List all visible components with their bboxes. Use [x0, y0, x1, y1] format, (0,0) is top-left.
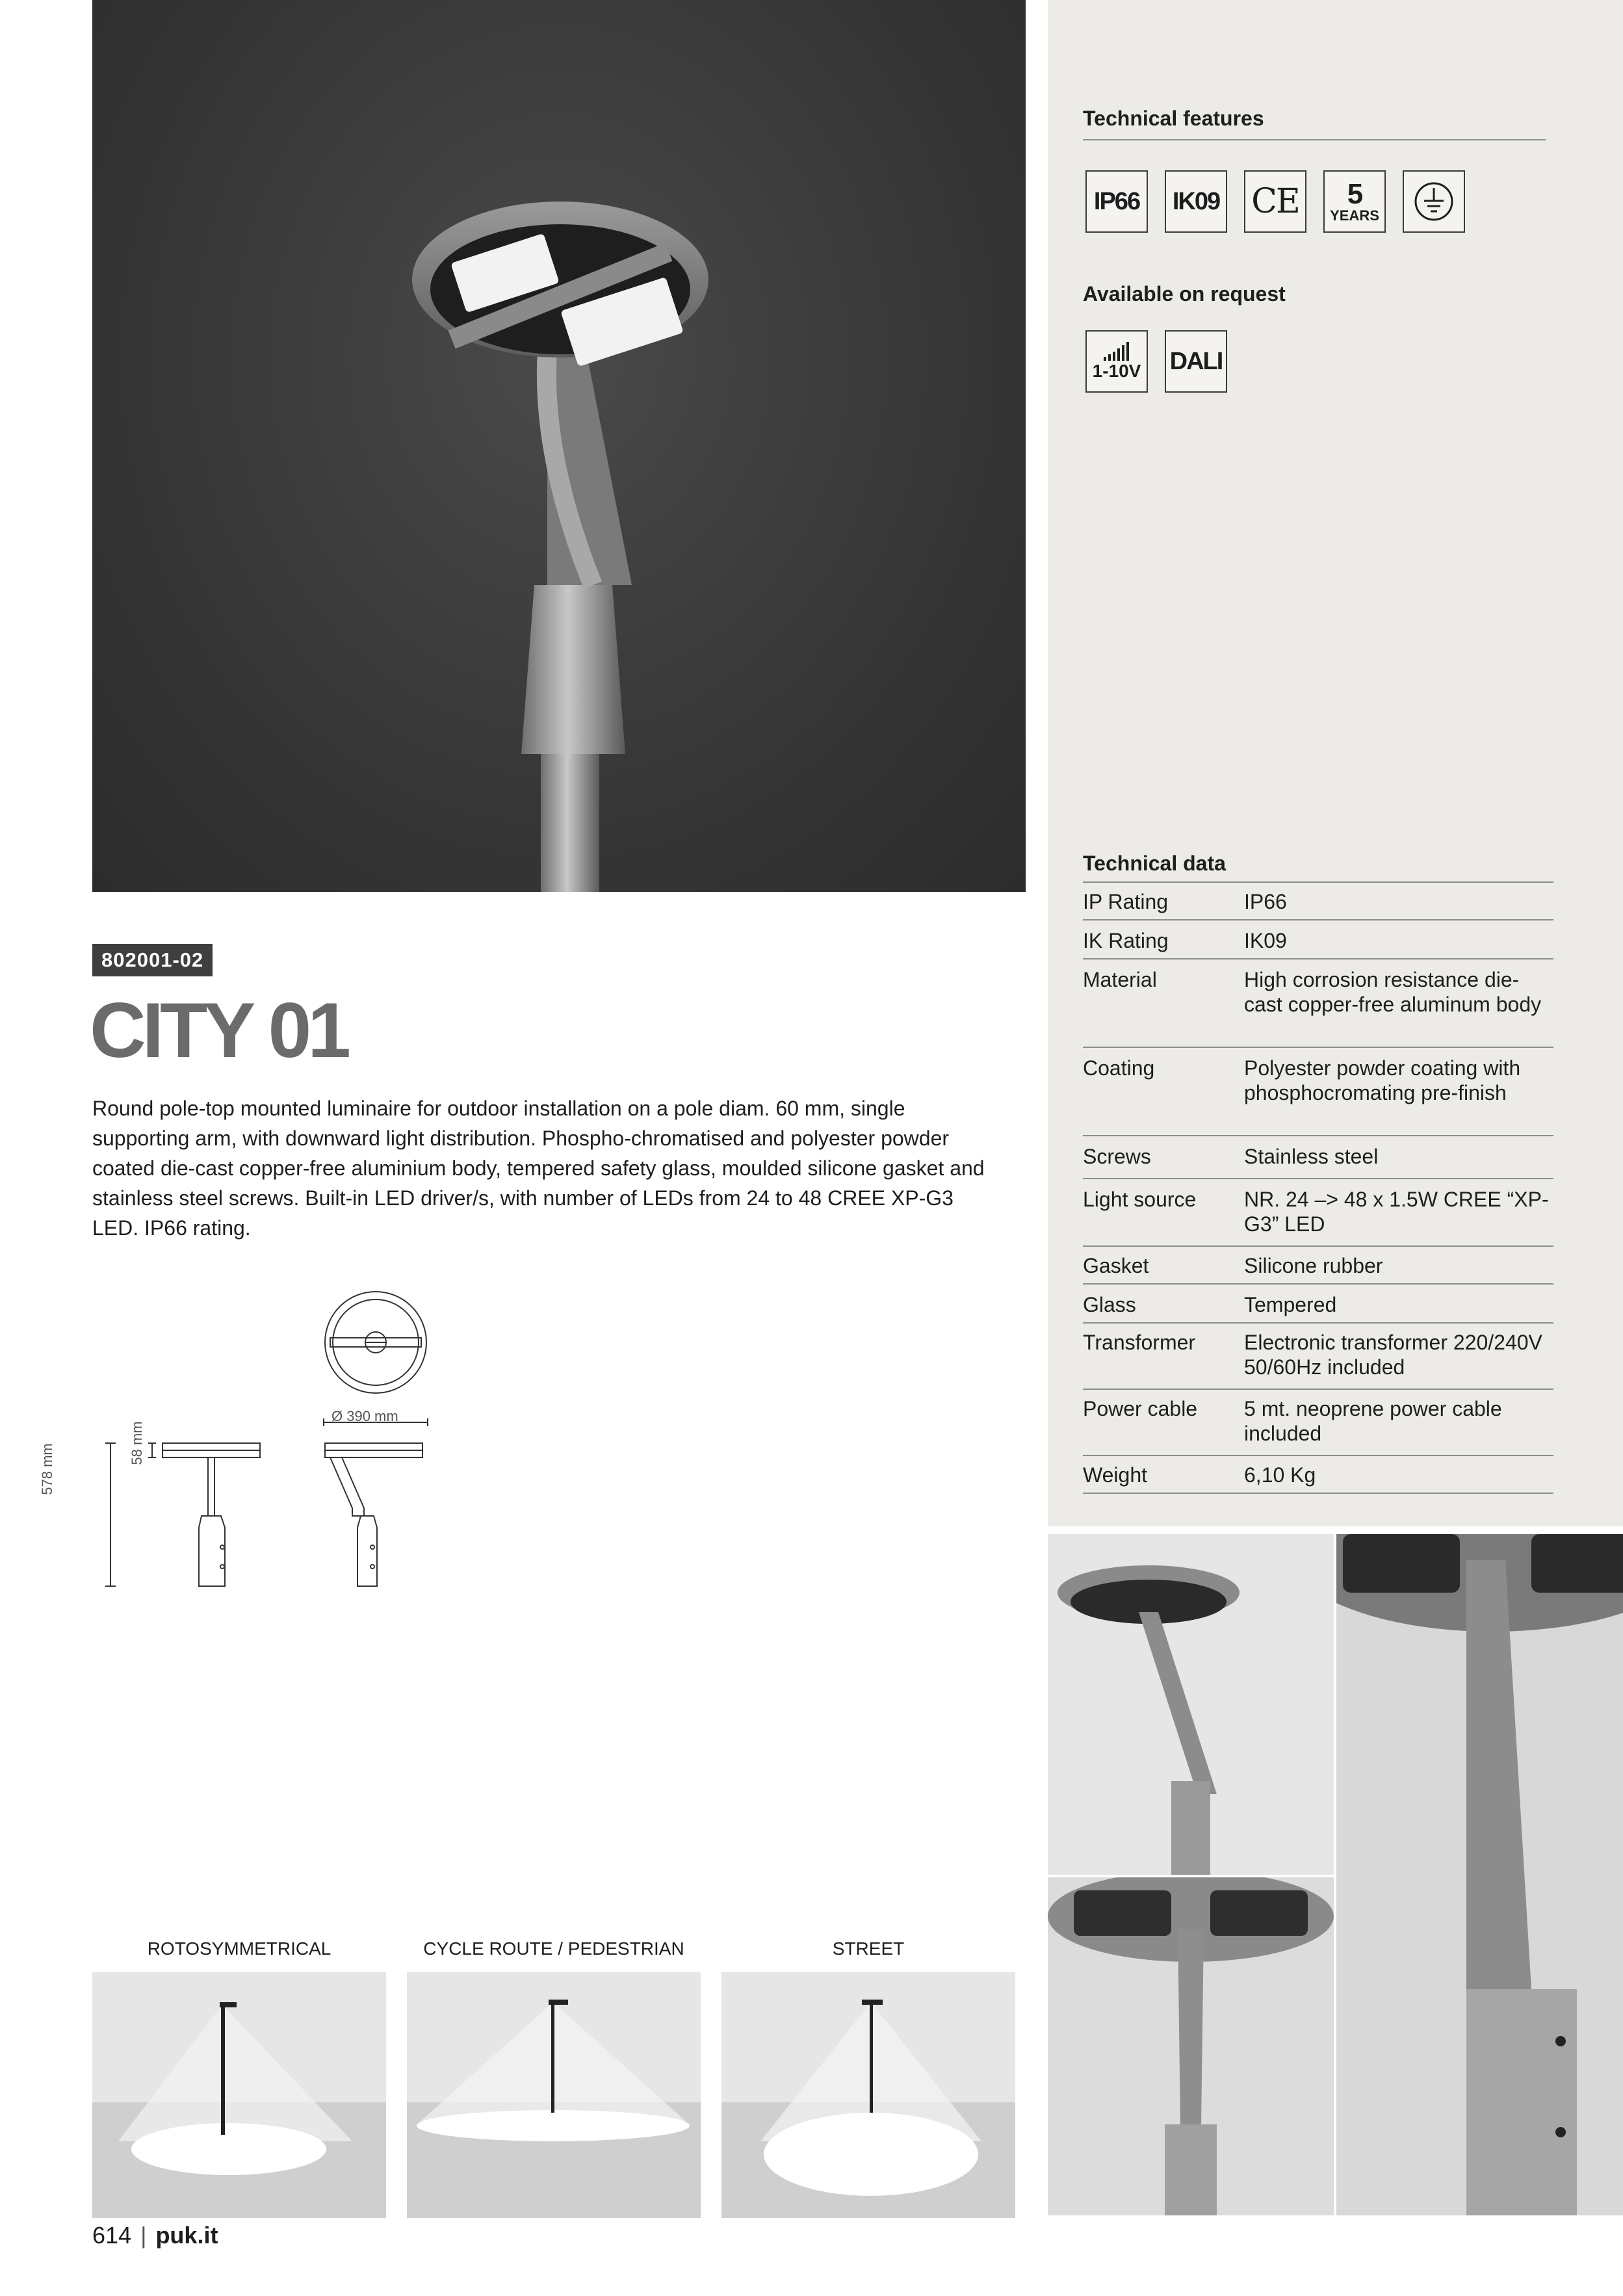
ik09-icon: IK09: [1165, 170, 1227, 233]
table-row: Glass Tempered: [1083, 1292, 1553, 1324]
distribution-label: ROTOSYMMETRICAL: [147, 1938, 331, 1959]
street-distribution-image: [721, 1972, 1015, 2218]
table-row: Light source NR. 24 –> 48 x 1.5W CREE “XP-G3” LED: [1083, 1187, 1553, 1247]
technical-features-title: Technical features: [1083, 107, 1264, 130]
product-code-badge: 802001-02: [92, 944, 213, 976]
ip66-icon: IP66: [1085, 170, 1148, 233]
total-height-dimension: 578 mm: [39, 1443, 55, 1495]
table-row: IP Rating IP66: [1083, 889, 1553, 920]
table-row: Transformer Electronic transformer 220/240V 50/60Hz included: [1083, 1330, 1553, 1390]
rotosymmetrical-distribution-image: [92, 1972, 386, 2218]
table-row: Weight 6,10 Kg: [1083, 1463, 1553, 1494]
footer-separator: |: [140, 2222, 147, 2249]
divider: [1083, 139, 1546, 140]
distribution-label: CYCLE ROUTE / PEDESTRIAN: [423, 1938, 684, 1959]
available-on-request-title: Available on request: [1083, 282, 1286, 306]
table-row: Power cable 5 mt. neoprene power cable included: [1083, 1396, 1553, 1456]
cycle-route-distribution-image: [407, 1972, 701, 2218]
head-height-dimension: 58 mm: [129, 1421, 145, 1465]
table-row: Coating Polyester powder coating with phosphocromating pre-finish: [1083, 1056, 1553, 1136]
earth-ground-icon: [1403, 170, 1465, 233]
product-title: CITY 01: [90, 987, 347, 1074]
product-description: Round pole-top mounted luminaire for outdoor installation on a pole diam. 60 mm, single supporting arm, with downward light distribution. Phospho-chromatised and polyester powder coated die-cast copper-free aluminium body, tempered safety glass, moulded silicone gasket and stainless steel screws. Built-in LED driver/s, with number of LEDs from 24 to 48 CREE XP-G3 LED. IP66 rating.: [92, 1097, 985, 1240]
page-number: 614: [92, 2222, 132, 2249]
technical-data-title: Technical data: [1083, 852, 1226, 875]
detail-photo-closeup: [1336, 1534, 1623, 2215]
dali-icon: DALI: [1165, 330, 1227, 393]
distribution-label: STREET: [832, 1938, 905, 1959]
dimming-1-10v-icon: 1-10V: [1085, 330, 1148, 393]
detail-photo-side: [1048, 1534, 1334, 1875]
product-hero-photo: [92, 0, 1026, 892]
table-row: IK Rating IK09: [1083, 928, 1553, 959]
table-row: Screws Stainless steel: [1083, 1144, 1553, 1179]
diameter-dimension: Ø 390 mm: [331, 1408, 398, 1424]
page-footer: [92, 2222, 218, 2249]
table-row: Material High corrosion resistance die-cast copper-free aluminum body: [1083, 967, 1553, 1048]
ce-mark-icon: CE: [1244, 170, 1306, 233]
divider: [1083, 881, 1553, 883]
website-link[interactable]: puk.it: [155, 2222, 218, 2249]
warranty-icon: 5 YEARS: [1323, 170, 1386, 233]
table-row: Gasket Silicone rubber: [1083, 1253, 1553, 1285]
detail-photo-underside: [1048, 1877, 1334, 2215]
